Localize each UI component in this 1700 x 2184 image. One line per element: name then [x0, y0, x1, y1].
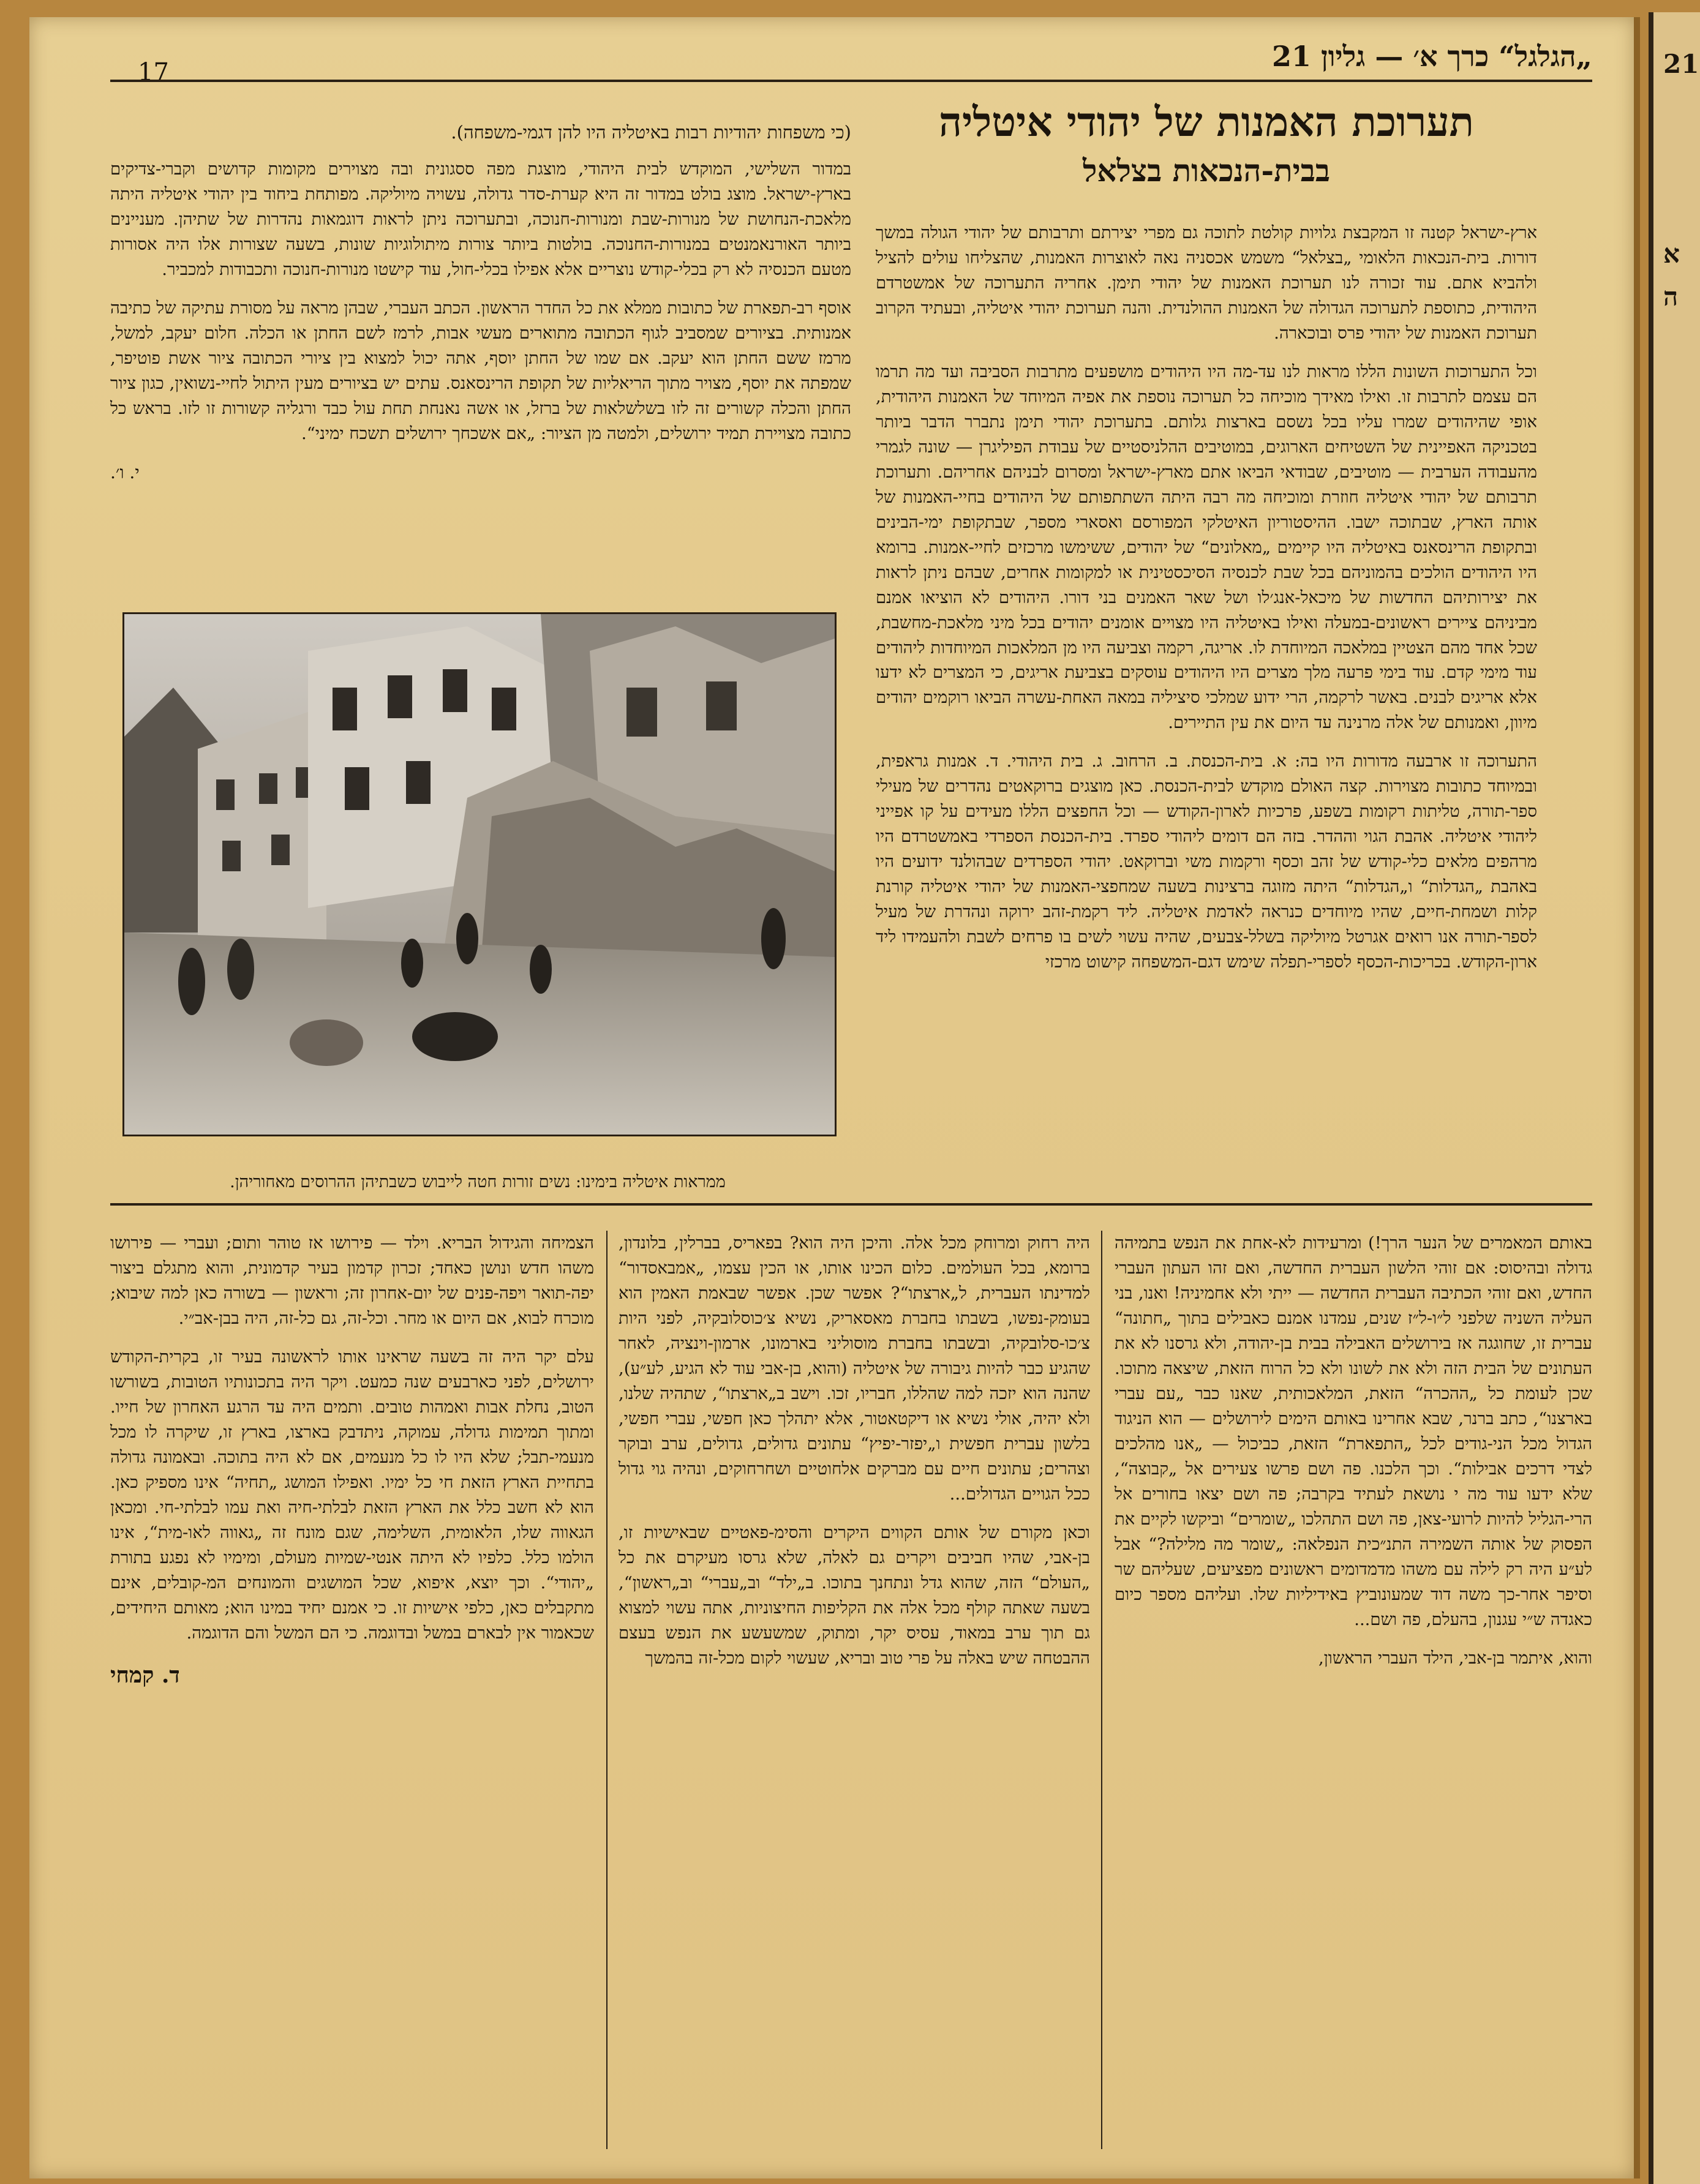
essay-column-left — [110, 1231, 594, 2149]
author-initials: י. ו׳. — [110, 462, 140, 482]
column-rule — [606, 1231, 607, 2149]
paragraph: אוסף רב-תפארת של כתובות ממלא את כל החדר הראשון. הכתב העברי, שבהן מראה על מסורת עתיקה של כתיבה אמנותית. בציורים שמסביב לגוף הכתובה מתוארים מעשי אבות, לרמז לשם החתן או הכלה. חלום יעקב, למשל, מרמז ששם החתן הוא יעקב. אם שמו של החתן יוסף, אתה יכול למצוא בין ציורי הכתובה ציור אשת פוטיפר, שמפתה את יוסף, מצויר מתוך הריאליות של תקופת הרינסאנס. עתים יש בציורים מעין היתול לחיי-נשואין, כגון ציור החתן והכלה קשורים זה לזו בשלשלאות של ברזל, או אשה נאנחת תחת עול כבד ורגליה קשורות זו לזו. בראש כל כתובה מצויירת תמיד ירושלים, ולמטה מן הציור: „אם אשכחך ירושלים תשכח ימיני“. — [110, 298, 851, 443]
essay-column-right — [1115, 1231, 1592, 2149]
article-subtitle: בבית-הנכאות בצלאל — [1083, 152, 1330, 189]
paragraph: וכל התערוכות השונות הללו מראות לנו עד-מה היו היהודים מושפעים מתרבות הסביבה ועד מה תרמו הם עצמם לתרבות זו. ואילו מאידך מוכיחה כל תערוכה נוספת את אפיה המיוחד של האמנות היהודית, אופי שהיהודים שמרו עליו בכל נשסם בארצות גלותם. בתערוכת יהודי תימן נתברר הדבר ביותר בטכניקה האפיינית של השטיחים הארוגים, במוטיבים ההלניסטיים של עבודת הפיליגרן — שונה לגמרי מהעבודה הערבית — מוטיבים, שבודאי הביאו אתם מארץ-ישראל ומסרום לבניהם אחריהם. ותערוכת תרבותם של יהודי איטליה חוזרת ומוכיחה מה רבה היתה השתתפותם של היהודים בחיי-האמנות של אותה הארץ, שבתוכה ישבו. ההיסטוריון האיטלקי המפורסם ואסארי מספר, שבתקופת ימי-הבינים ובתקופת הרינסאנס באיטליה היו קיימים „מאלונים“ של יהודים, ששימשו מרכזים לחיי-אמנות. ברומא היו היהודים הולכים בהמוניהם בכל שבת לכנסיה הסיכסטינית או למקומות אחרים, שבהם ניתן לראות את יצירותיהם החדשות של מיכאל-אנג׳לו ושל שאר האמנים בני דורו. היהודים לא הוציאו אמנם מביניהם ציירים ראשונים-במעלה ואילו באיטליה היו מצויים אומנים יהודים בכל מיני מלאכת-מחשבת, שכל אחד מהם הצטיין במלאכה המיוחדת לו. אריגה, רקמה וצביעה היו מן המלאכות המיוחדות ליהודים עוד מימי קדם. עוד בימי פרעה מלך מצרים היו היהודים עוסקים בצביעת אריגים, כי המצרים לא ידעו אלא אריגים לבנים. באשר לרקמה, הרי ידוע שמלכי סיציליה במאה האחת-עשרה הביאו רוקמים יהודים מיוון, ואמנותם של אלה מרנינה עד היום את עין התיירים. — [876, 361, 1537, 733]
adjacent-page-letter: א — [1663, 239, 1680, 269]
continuation-note: (כי משפחות יהודיות רבות באיטליה היו להן דגמי-משפחה). — [451, 122, 851, 143]
article-column-right — [876, 220, 1537, 1182]
section-rule — [110, 1203, 1592, 1206]
paragraph: וכאן מקורם של אותם הקווים היקרים והסימ-פאטיים שבאישיות זו, בן-אבי, שהיו חביבים ויקרים גם לאלה, שלא גרסו מעיקרם את כל „העולם“ הזה, שהוא גדל ונתחנך בתוכו. ב„ילד“ וב„עברי“ וב„ראשון“, בשעה שאתה קולף מכל אלה את הקליפות החיצוניות, אתה עשוי למצוא גם תוך ערב במאוד, עסיס יקר, ומתוק, שמשעשע את הנפש בעצם ההבטחה שיש באלה על פרי טוב ובריא, שעשוי לקום מכל-זה בהמשך — [619, 1522, 1090, 1668]
article-title: תערוכת האמנות של יהודי איטליה — [939, 98, 1474, 146]
issue-line: „הגלגל“ כרך א׳ — גליון 21 — [1272, 40, 1592, 73]
photo-caption: ממראות איטליה בימינו: נשים זורות חטה לייבוש כשבתיהן ההרוסים מאחוריהן. — [230, 1173, 726, 1191]
paragraph: ארץ-ישראל קטנה זו המקבצת גלויות קולטת לתוכה גם מפרי יצירתם ותרבותם של יהודי הגולה במשך דורות. בית-הנכאות הלאומי „בצלאל“ משמש אכסניה נאה לאוצרות האמנות, שהצליחו עולים להציל ולהביא אתם. עוד זכורה לנו תערוכת האמנות של יהודי תימן. אחריה התערוכה של אמשטרדם היהודית, כתוספת לתערוכה הגדולה של האמנות ההולנדית. והנה תערוכת יהודי איטליה, ובעתיד הקרוב תערוכת האמנות של יהודי פרס ובוכארה. — [876, 223, 1537, 343]
paragraph: היה רחוק ומרוחק מכל אלה. והיכן היה הוא? בפאריס, בברלין, בלונדון, ברומא, בכל העולמים. כלום הכינו אותו, או הכין עצמו, „אמבאסדור“ למדינתו העברית, ל„ארצתו“? אפשר שכן. אפשר שבאמת האמין הוא בעומק-נפשו, בשבתו בחברת מאסאריק, נשיא צ׳כוסלובקיה, לפני היות צ׳כו-סלובקיה, ובשבתו בחברת מוסוליני בארמונו, ארמון-וינציה, לאחר שהגיע כבר להיות גיבורה של איטליה (והוא, בן-אבי עוד לא הגיע, לע״ע), שהנה הוא יזכה למה שהללו, חבריו, זכו. וישב ב„ארצתו“, שתהיה שלנו, ולא יהיה, אולי נשיא או דיקטאטור, אלא יתהלך כאן חפשי, עברי חפשי, בלשון עברית חפשית ו„יפזר-יפיץ“ עתונים גדולים, גדולים, ערב ובוקר וצהרים; עתונים חיים עם מברקים אלחוטיים ושחרחוקים, ונהיה גוי גדול ככל הגויים הגדולים... — [619, 1233, 1090, 1504]
paragraph: באותם המאמרים של הנער הרך!) ומרעידות לא-אחת את הנפש בתמיהה גדולה ובהיסוס: אם זוהי הלשון העברית החדשה, ואם זהו העתון העברי החדש, ואם זוהי הכתיבה העברית החדשה — ייתי ולא אחמיניה! ואנו, בני העליה השניה שלפני ל״ו-ל״ז שנים, עמדנו אמנם כאבילים בתוך „חתונה“ עברית זו, שחוגגה אז בירושלים האבילה בבית בן-יהודה, ולא גרסנו לא את העתונים של הבית הזה ולא את לשונו ולא כל הרוח הזאת, שיצאה מתוכו. שכן לעומת כל „ההכרה“ הזאת, המלאכותית, שאנו כבר „עם עברי בארצנו“, כתב ברנר, שבא אחרינו באותם הימים לירושלים — הוא הניגוד הגדול מכל הני-גודים לכל „התפארת“ הזאת, כביכול — „אנו מהלכים לצדי דרכים אבילות“. וכך הלכנו. פה ושם פרשו צעירים אל „קבוצה“, שלא ידעו עוד מה י נושאת לעתיד בקרבה; פה ושם יצאו בחורים אל הרי-הגליל להיות לרועי-צאן, פה ושם התהלכו „שומרים“ וביקשו לקיים את הפסוק של אותה השמירה התנ״כית הנפלאה: „שומר מה מלילה?“ אבל לע״ע היה רק לילה עם משהו מדמדומים ראשונים מפציעים, שעליהם שר וסיפר אחר-כך משה דוד שמעונוביץ באידיליות שלו. ועליהם מספר כיום כאגדה ש״י עגנון, בהעלם, פה ושם... — [1115, 1233, 1592, 1629]
paragraph: והוא, איתמר בן-אבי, הילד העברי הראשון, — [1318, 1648, 1592, 1668]
adjacent-page-letter: ה — [1663, 282, 1679, 312]
photo-ruined-street — [122, 612, 837, 1136]
paragraph: עלם יקר היה זה בשעה שראינו אותו לראשונה בעיר זו, בקרית-הקודש ירושלים, לפני כארבעים שנה כמעט. ויקר היה בתכונותיו הטובות, בשורשו הטוב, נחלת אבות ואמהות טובים. ותמים היה עד הרגע האחרון של חייו. ומתוך תמימות גדולה, עמוקה, ניתדבק בארצו, בארץ זו, שיקרה לו מכל מנעמי-תבל; שלא היו לו כל מנעמים, אם לא היה בתוכה. ובאמונה גדולה בתחיית הארץ הזאת חי כל ימיו. ואפילו המושג „תחיה“ אינו מספיק כאן. הוא לא חשב כלל את הארץ הזאת לבלתי-חיה ואת עמו לבלתי-חי. ומכאן הגאווה שלו, הלאומית, השלימה, שגם מונח זה „גאווה לאו-מית“, אינו הולמו כלל. כלפיו לא היתה אנטי-שמיות מעולם, ומימיו לא נפגע בתורת „יהודי“. וכך יוצא, איפוא, שכל המושגים והמונחים המ-קובלים, אינם מתקבלים כאן, כלפי אישיות זו. כי אמנם יחיד במינו הוא; מאותם היחידים, שכאמור אין לבארם במשל ובדוגמה. כי הם המשל והם הדוגמה. — [110, 1346, 594, 1643]
essay-column-middle — [619, 1231, 1090, 2149]
adjacent-page-number: 21 — [1663, 49, 1699, 79]
author-signature: ד. קמחי — [110, 1662, 180, 1688]
photo-illustration — [124, 614, 835, 1135]
article-column-left — [110, 119, 851, 621]
adjacent-page-edge — [1649, 12, 1700, 2184]
paragraph: במדור השלישי, המוקדש לבית היהודי, מוצגת מפה ססגונית ובה מצוירים מקומות קדושים וקברי-צדיקים בארץ-ישראל. מוצג בולט במדור זה היא קערת-סדר גדולה, עשויה מיוליקה. מפותחת ביחוד בין יהודי איטליה היתה מלאכת-הנחושת של מנורות-שבת ומנורות-חנוכה, ובתערוכה ניתן לראות דוגמאות נהדרות של שתיהן. מעניינים ביותר האורנאמנטים במנורות-החנוכה. בולטות ביותר צורות מיתולוגיות שונות, בשעה שצורות אלו היה אסורות מטעם הכנסיה לא רק בכלי-קודש נוצריים אלא אפילו בכלי-חול, עוד קישטו מנורות-חנוכה ותכבודות למכביר. — [110, 159, 851, 280]
page-number: 17 — [138, 58, 169, 86]
article-heading — [876, 98, 1537, 189]
paragraph: התערוכה זו ארבעה מדורות היו בה: א. בית-הכנסת. ב. הרחוב. ג. בית היהודי. ד. אמנות גראפית, ובמיוחד כתובות מצוירות. קצה האולם מוקדש לבית-הכנסת. כאן מוצגים ברוקאטים נהדרים של מעילי ספר-תורה, טליתות רקומות בשפע, פרכיות לארון-הקודש — וכל החפצים הללו מעידים על קו אפייני ליהודי איטליה. אהבת הגוי וההדר. בזה הם דומים ליהודי ספרד. בית-הכנסת הספרדי באמשטרדם היו מרהפים מלאים כלי-קודש של זהב וכסף ורקמות משי וברוקאט. יהודי הספרדים שבהולנד ידועים היו באהבת „הגדלות“ ו„הגדלות“ היתה מזוגה ברצינות בשעה שמחפצי-האמנות של יהודי איטליה קורנת קלות ושמחת-חיים, שהיו מיוחדים כנראה לאדמת איטליה. ליד רקמת-זהב ירוקה ונהדרת של מעיל לספר-תורה אנו רואים אגרטל מיוליקה בשלל-צבעים, שהיה עשוי לשים בו פרחים לשבת ולהעמידו ליד ארון-הקודש. בכריכות-הכסף לספרי-תפלה שימש דגם-המשפחה קישוט מרכזי — [876, 751, 1537, 972]
paragraph: הצמיחה והגידול הבריא. וילד — פירושו אז טוהר ותום; ועברי — פירושו משהו חדש ונושן כאחד; זכרון קדמון בעיר קדמונית, והוא מתגלם ביצור יפה-תואר ויפה-פנים של יום-אחרון זה; וראשון — בשורה כאן למה שיבוא; מוכרח לבוא, אם היום או מחר. וכל-זה, גם כל-זה, היה בבן-אב״י. — [110, 1233, 594, 1328]
header-rule — [110, 80, 1592, 82]
column-rule — [1101, 1231, 1102, 2149]
